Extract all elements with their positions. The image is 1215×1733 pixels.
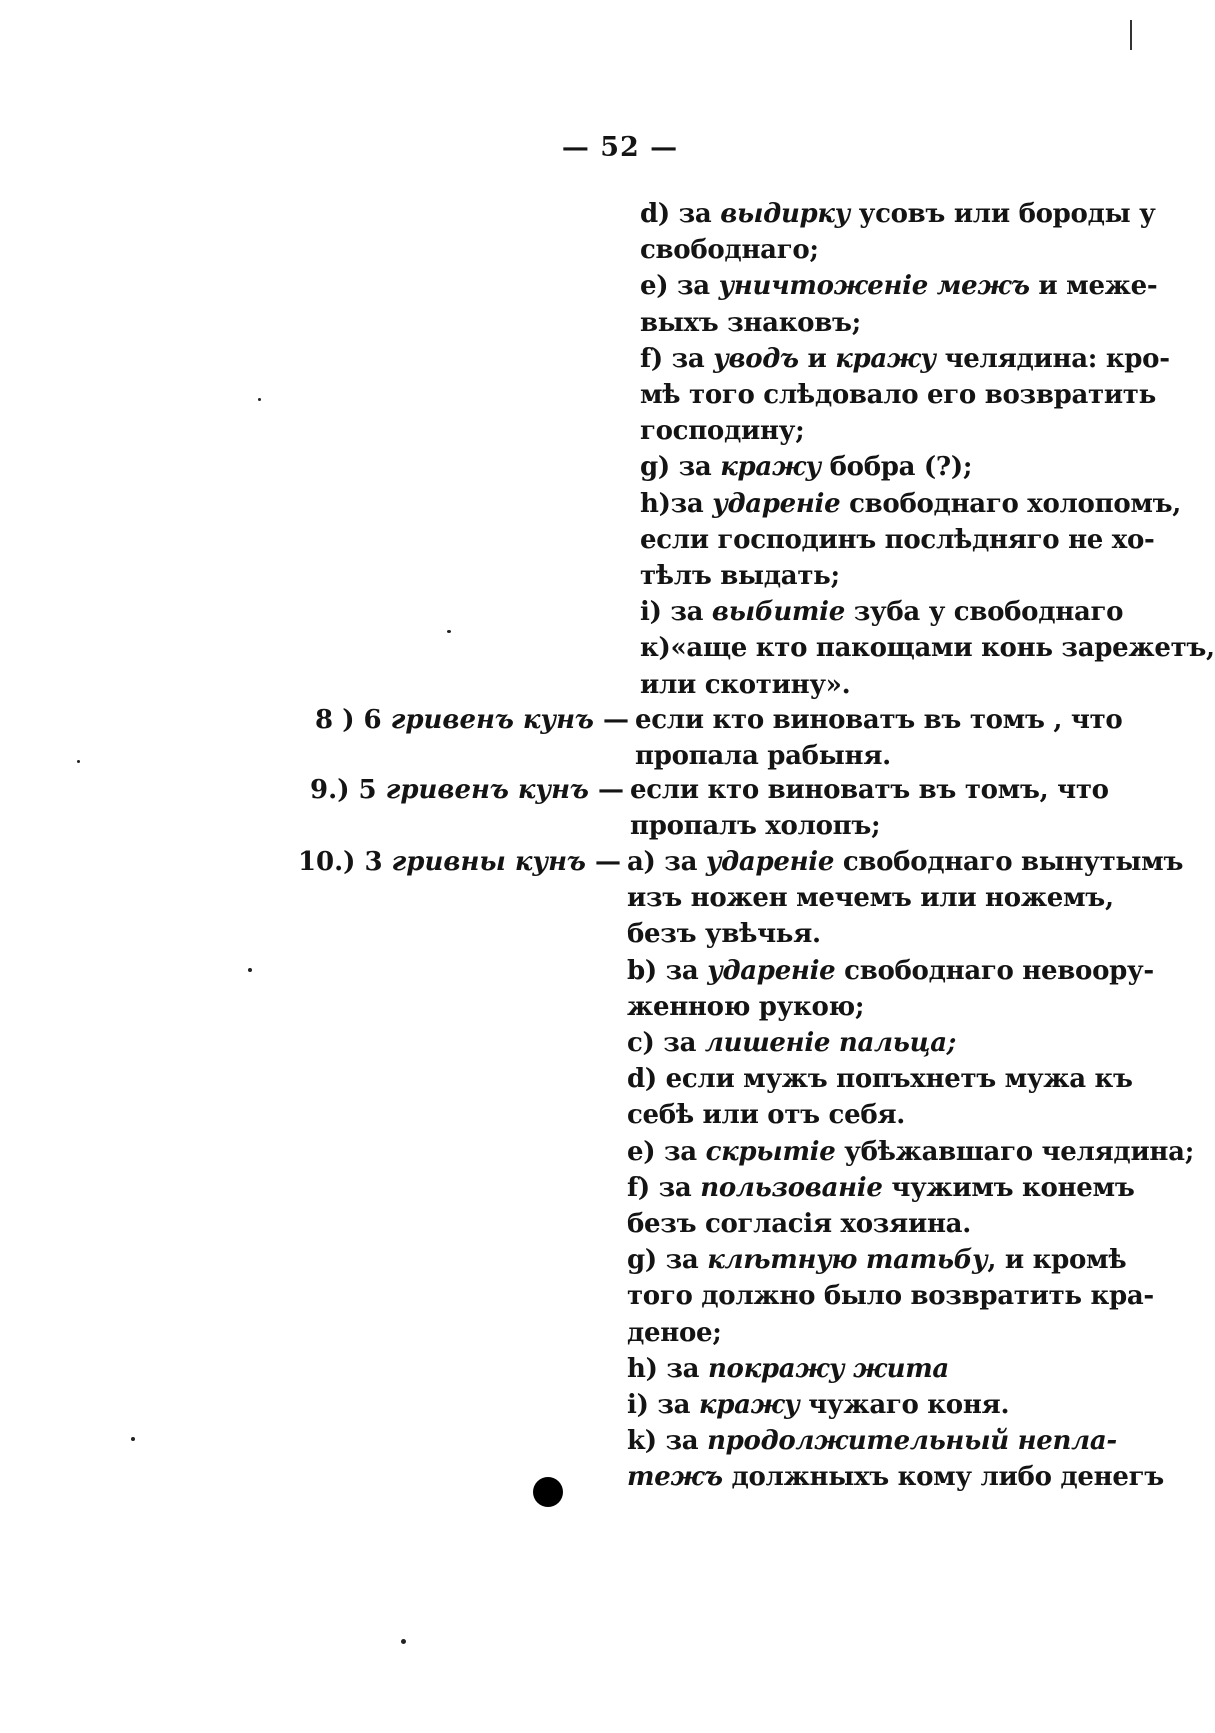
- speck: [77, 760, 80, 763]
- text-line: пропала рабыня.: [635, 741, 891, 772]
- text-line: деное;: [627, 1317, 722, 1348]
- text-line: d) если мужъ попъхнетъ мужа къ: [627, 1064, 1133, 1095]
- text-line: господину;: [640, 416, 805, 447]
- text-line: i) за кражу чужаго коня.: [627, 1390, 1010, 1420]
- text-line: выхъ знаковъ;: [640, 307, 861, 338]
- text-line: g) за клѣтную татьбу, и кромѣ: [627, 1245, 1127, 1276]
- speck: [258, 398, 261, 401]
- text-line: если кто виноватъ въ томъ , что: [635, 705, 1123, 735]
- speck: [131, 1437, 135, 1441]
- text-line: h) за покражу жита: [627, 1353, 949, 1384]
- speck: [401, 1639, 406, 1644]
- edge-mark: [1130, 20, 1132, 50]
- speck: [248, 968, 252, 972]
- text-line: изъ ножен мечемъ или ножемъ,: [627, 883, 1114, 914]
- entry-label: 10.) 3 гривны кунъ —: [297, 847, 621, 877]
- text-line: h)за удареніе свободнаго холопомъ,: [640, 488, 1182, 519]
- text-line: e) за уничтоженіе межъ и меже-: [640, 271, 1158, 302]
- speck: [447, 630, 451, 633]
- ink-blot: [533, 1477, 563, 1507]
- text-line: тежъ должныхъ кому либо денегъ: [627, 1462, 1164, 1493]
- text-line: f) за уводъ и кражу челядина: кро-: [640, 343, 1170, 374]
- text-line: d) за выдирку усовъ или бороды у: [640, 199, 1156, 229]
- text-line: c) за лишеніе пальца;: [627, 1028, 957, 1058]
- text-line: e) за скрытіе убѣжавшаго челядина;: [627, 1136, 1195, 1167]
- text-line: или скотину».: [640, 669, 851, 700]
- text-line: a) за удареніе свободнаго вынутымъ: [627, 847, 1184, 877]
- text-line: g) за кражу бобра (?);: [640, 452, 973, 483]
- text-line: если господинъ послѣдняго не хо-: [640, 524, 1155, 555]
- text-line: тѣлъ выдать;: [640, 561, 840, 591]
- text-line: свободнаго;: [640, 235, 819, 266]
- page-number: — 52 —: [561, 132, 679, 163]
- text-line: мѣ того слѣдовало его возвратить: [640, 380, 1156, 410]
- text-line: к)«аще кто пакощами конь зарежетъ,: [640, 633, 1215, 664]
- text-line: того должно было возвратить кра-: [627, 1281, 1154, 1312]
- text-line: безъ увѣчья.: [627, 919, 821, 950]
- entry-label: 8 ) 6 гривенъ кунъ —: [315, 705, 629, 735]
- text-line: если кто виноватъ въ томъ, что: [630, 775, 1109, 805]
- text-line: безъ согласія хозяина.: [627, 1209, 971, 1239]
- text-line: f) за пользованіе чужимъ конемъ: [627, 1172, 1135, 1203]
- text-line: i) за выбитіе зуба у свободнаго: [640, 597, 1124, 628]
- text-line: женною рукою;: [627, 991, 865, 1022]
- entry-label: 9.) 5 гривенъ кунъ —: [310, 775, 624, 805]
- text-line: себѣ или отъ себя.: [627, 1100, 906, 1131]
- text-line: k) за продолжительный непла-: [627, 1426, 1117, 1457]
- text-line: b) за удареніе свободнаго невоору-: [627, 955, 1154, 986]
- text-line: пропалъ холопъ;: [630, 811, 881, 842]
